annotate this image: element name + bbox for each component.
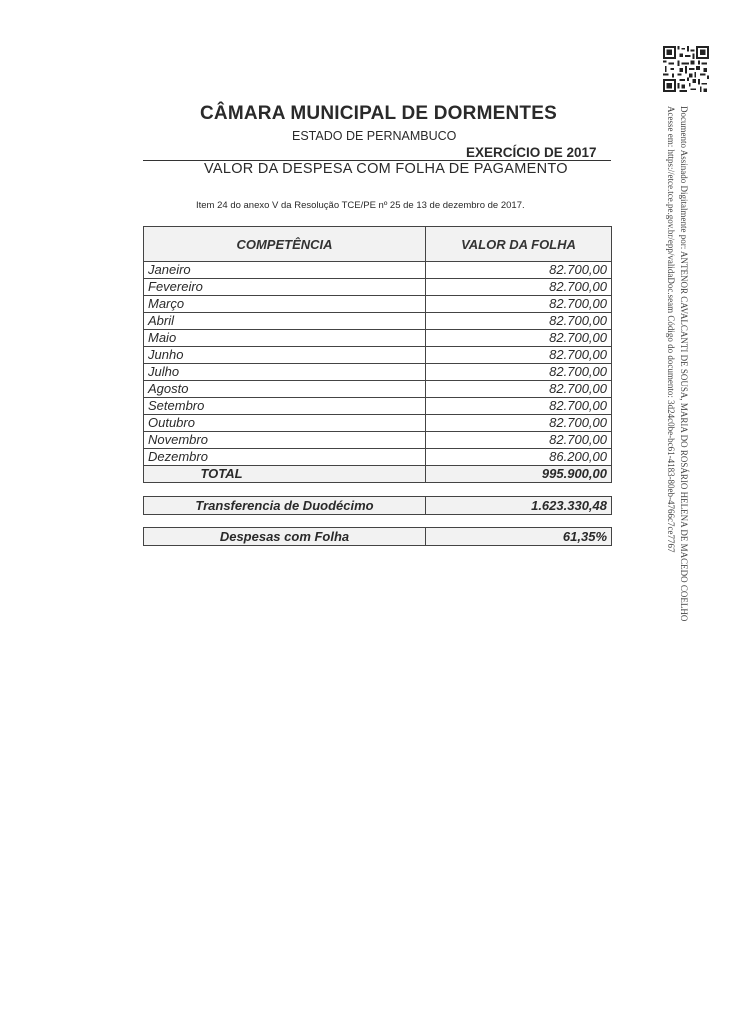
payroll-ratio-value: 61,35% [426,528,612,546]
month-cell: Agosto [144,381,426,398]
value-cell: 82.700,00 [426,398,612,415]
payroll-table [143,226,612,483]
value-cell: 82.700,00 [426,432,612,449]
month-cell: Fevereiro [144,279,426,296]
month-cell: Setembro [144,398,426,415]
table-row [144,364,612,381]
transfer-row [144,497,612,515]
table-row [144,449,612,466]
value-cell: 82.700,00 [426,313,612,330]
value-cell: 82.700,00 [426,347,612,364]
table-row [144,296,612,313]
value-cell: 82.700,00 [426,364,612,381]
value-cell: 82.700,00 [426,296,612,313]
document-title: CÂMARA MUNICIPAL DE DORMENTES [200,103,557,124]
payroll-ratio-label: Despesas com Folha [144,528,426,546]
month-cell: Novembro [144,432,426,449]
month-cell: Janeiro [144,262,426,279]
transfer-value: 1.623.330,48 [426,497,612,515]
column-header-competencia: COMPETÊNCIA [144,227,426,262]
total-label: TOTAL [144,466,426,483]
value-cell: 82.700,00 [426,381,612,398]
value-cell: 86.200,00 [426,449,612,466]
table-row [144,330,612,347]
table-row [144,347,612,364]
report-heading: VALOR DA DESPESA COM FOLHA DE PAGAMENTO [204,161,568,177]
month-cell: Outubro [144,415,426,432]
digital-signature-note [664,106,690,621]
month-cell: Março [144,296,426,313]
table-row [144,415,612,432]
total-row [144,466,612,483]
total-value: 995.900,00 [426,466,612,483]
table-row [144,313,612,330]
value-cell: 82.700,00 [426,279,612,296]
legal-reference: Item 24 do anexo V da Resolução TCE/PE nº 25 de 13 de dezembro de 2017. [196,200,525,211]
table-row [144,279,612,296]
payroll-ratio-row [144,528,612,546]
value-cell: 82.700,00 [426,415,612,432]
month-cell: Dezembro [144,449,426,466]
fiscal-year-label: EXERCÍCIO DE 2017 [466,145,597,160]
month-cell: Julho [144,364,426,381]
transfer-label: Transferencia de Duodécimo [144,497,426,515]
column-header-valor: VALOR DA FOLHA [426,227,612,262]
access-line: Acesse em: https://etce.tce.pe.gov.br/epp/validaDoc.seam Código do documento: 3d24c0be-bc61-4183-80eb-4766c7ce7767 [666,106,676,553]
month-cell: Maio [144,330,426,347]
table-row [144,398,612,415]
value-cell: 82.700,00 [426,330,612,347]
value-cell: 82.700,00 [426,262,612,279]
table-row [144,262,612,279]
table-row [144,381,612,398]
qr-code-icon [663,46,709,92]
document-subtitle: ESTADO DE PERNAMBUCO [292,129,457,143]
table-header-row [144,227,612,262]
signature-line: Documento Assinado Digitalmente por: ANTENOR CAVALCANTI DE SOUSA, MARIA DO ROSÁRIO HELENA DE MACEDO COELHO [679,106,689,622]
transfer-table [143,496,612,515]
month-cell: Junho [144,347,426,364]
table-row [144,432,612,449]
month-cell: Abril [144,313,426,330]
payroll-ratio-table [143,527,612,546]
